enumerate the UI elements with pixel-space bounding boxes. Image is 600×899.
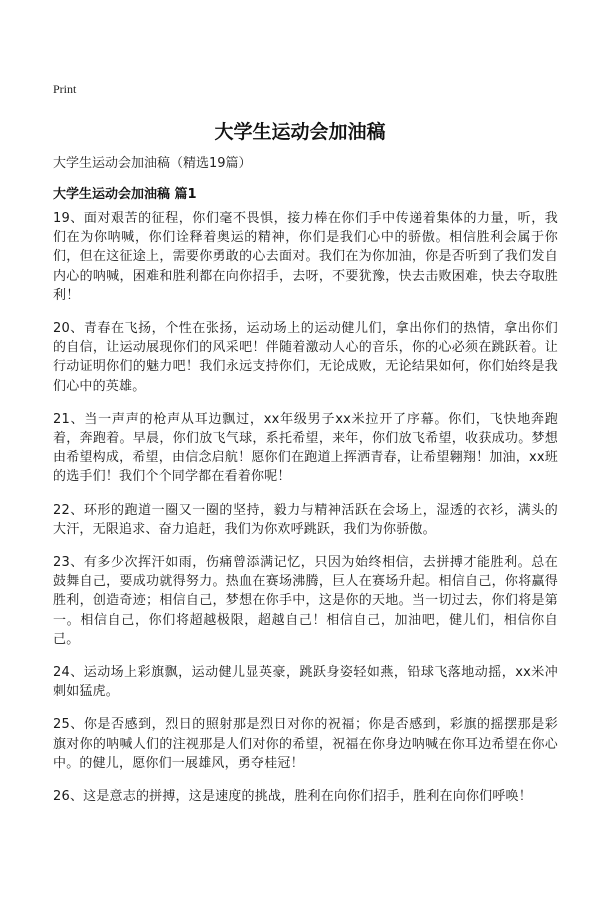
- paragraph-24: 24、运动场上彩旗飘，运动健儿显英豪，跳跃身姿轻如燕，铅球飞落地动摇，xx米冲刺如猛虎。: [53, 665, 558, 700]
- paragraph-19: 19、面对艰苦的征程，你们毫不畏惧，接力棒在你们手中传递着集体的力量，听，我们在为你呐喊，你们诠释着奥运的精神，你们是我们心中的骄傲。相信胜利会属于你们，但在这征途上，需要你勇敢的心去面对。我们在为你加油，你是否听到了我们发自内心的呐喊，困难和胜利都在向你招手，去呀，不要犹豫，快去击败困难，快去夺取胜利！: [53, 211, 558, 303]
- paragraph-25: 25、你是否感到，烈日的照射那是烈日对你的祝福；你是否感到，彩旗的摇摆那是彩旗对你的呐喊人们的注视那是人们对你的希望，祝福在你身边呐喊在你耳边希望在你心中。的健儿，愿你们一展雄风，勇夺桂冠！: [53, 717, 558, 771]
- page-title: 大学生运动会加油稿: [214, 121, 386, 143]
- body-text: [53, 209, 558, 820]
- section-heading: 大学生运动会加油稿 篇1: [53, 187, 197, 202]
- paragraph-26: 26、这是意志的拼搏，这是速度的挑战，胜利在向你们招手，胜利在向你们呼唤！: [53, 789, 532, 805]
- document-subtitle: 大学生运动会加油稿（精选19篇）: [53, 156, 252, 171]
- print-label: Print: [53, 82, 77, 96]
- paragraph-20: 20、青春在飞扬，个性在张扬，运动场上的运动健儿们，拿出你们的热情，拿出你们的自信，让运动展现你们的风采吧！伴随着激动人心的音乐，你的心必须在跳跃着。让行动证明你们的魅力吧！我们永远支持你们，无论成败，无论结果如何，你们始终是我们心中的英雄。: [53, 321, 558, 394]
- paragraph-23: 23、有多少次挥汗如雨，伤痛曾添满记忆，只因为始终相信，去拼搏才能胜利。总在鼓舞自己，要成功就得努力。热血在赛场沸腾，巨人在赛场升起。相信自己，你将赢得胜利，创造奇迹；相信自己，梦想在你手中，这是你的天地。当一切过去，你们将是第一。相信自己，你们将超越极限，超越自己！相信自己，加油吧，健儿们，相信你自己。: [53, 555, 558, 647]
- paragraph-22: 22、环形的跑道一圈又一圈的坚持，毅力与精神活跃在会场上，湿透的衣衫，满头的大汗，无限追求、奋力追赶，我们为你欢呼跳跃，我们为你骄傲。: [53, 502, 558, 537]
- paragraph-21: 21、当一声声的枪声从耳边飘过，xx年级男子xx米拉开了序幕。你们，飞快地奔跑着，奔跑着。早晨，你们放飞气球，系托希望，来年，你们放飞希望，收获成功。梦想由希望构成，希望，由信念启航！愿你们在跑道上挥洒青春，让希望翱翔！加油，xx班的选手们！我们个个同学都在看着你呢！: [53, 411, 558, 485]
